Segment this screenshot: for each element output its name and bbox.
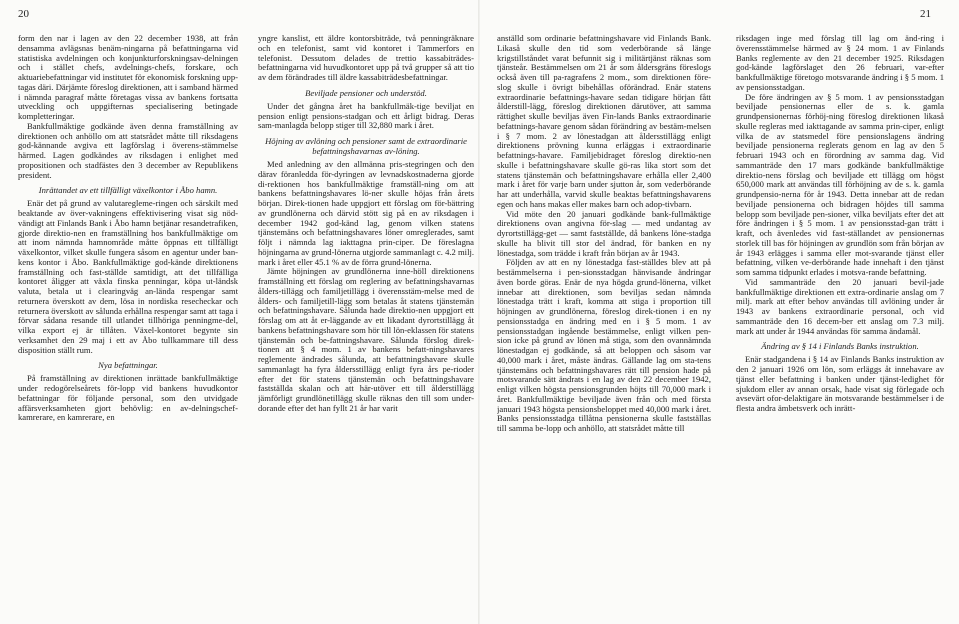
page-gutter	[478, 0, 480, 624]
section-heading: Ändring av § 14 i Finlands Banks instruktion.	[761, 341, 919, 352]
section-heading: Beviljade pensioner och understöd.	[305, 87, 427, 98]
section-heading: Höjning av avlöning och pensioner samt de extraordinarie befattningshavarnas av-löning.	[265, 136, 467, 156]
section-heading: Inrättandet av ett tillfälligt växelkontor i Åbo hamn.	[38, 185, 218, 196]
column-1	[18, 34, 238, 620]
paragraph: Enär det på grund av valutaregleme-ringen och särskilt med beaktande av över-vakningens effektivisering visat sig nöd-vändigt att Finlands Bank i Åbo hamn betjänar resandetrafiken, gjorde direktio-nen en framställning hos bankfullmäktige om att inom nämnda hamnområde måtte öppnas ett tillfälligt växelkontor, vilket skulle fungera såsom en agentur under ban-kens kontor i Åbo. Bankfullmäktige god-kände direktionens framställning och fast-ställde samtidigt, att det tillfälliga kontoret åligger att växla finska penningar, köpa ut-ländsk valuta, betala ut i clearingväg an-lända respengar samt returnera överskott av dem, lösa in nordiska resecheckar och returnera överskott av sålunda erhållna respengar samt att taga i förvar sådana resande till utlandet tillhöriga penningme-del, vilka export ej är tillåten. Växel-kontoret begynte sin verksamhet den 29 maj i ett av Åbo tullkammare till dess disposition ställt rum.	[18, 198, 238, 355]
paragraph: Bankfullmäktige godkände även denna framställning av direktionen och anhöllo om att statsrådet måtte till riksdagens god-kännande avgiva ett lagförslag i överens-stämmelse härmed. Lagen godkändes av riksdagen i enlighet med propositionen och stadfästes den 3 december av Republikens president.	[18, 120, 238, 180]
column-3	[497, 34, 711, 620]
paragraph: Vid sammanträde den 20 januari bevil-jade bankfullmäktige direktionen ett extra-ordinarie anslag om 7 milj. mark att efter behov användas till avlöning under år 1943 av bankens extraordinarie personal, och vid sammanträde den 16 decem-ber ett anslag om 7.3 milj. mark att under år 1944 användas för samma ändamål.	[736, 276, 944, 336]
paragraph: yngre kanslist, ett äldre kontorsbiträde, två penningräknare och en telefonist, samt vid kontoret i Tammerfors en telefonist. Dessutom delades de trettio kassabiträdes-befattningarna vid huvudkontoret upp på två grupper så att tio av dem förändrades till äldre kassabiträdesbefattningar.	[258, 34, 474, 82]
paragraph: Med anledning av den allmänna pris-stegringen och den därav föranledda för-dyringen av levnadskostnaderna gjorde di-rektionen hos bankfullmäktige framställ-ning om att bankens befattningshavares lö-ner skulle höjas från årets början. Direk-tionen hade uppgjort ett förslag om för-bättring av grundlönerna och därvid stött sig på en av riksdagen i december 1942 god-känd lag, genom vilken statens tjänstemäns och befattningshavares löner omreglerades, samt följt i nämnda lag iakttagna prin-ciper. De föreslagna höjningarna av grund-lönerna utgjorde sammanlagt c. 4.2 milj. mark i året eller 45.1 % av de förra grund-lönerna.	[258, 159, 474, 267]
page-number-right: 21	[920, 8, 931, 20]
paragraph: Följden av att en ny lönestadga fast-ställdes blev att på bestämmelserna i pen-sionsstadgan hänvisande ändringar även borde göras. Enär de nya högda grund-lönerna, vilket innebar att direktionen, som beviljas sedan nämnda lönestadga trätt i kraft, komma att stiga i proportion till höjningen av grundlönerna, föreslog direk-tionen i en ny pensionsstadga en ändring med en i § 5 mom. 1 av pensionsstadgan ingående bestämmelse, enligt vilken pen-sion icke på grund av lönen må stiga, som den ovannämnda lönestadgan ej godkände, så att beloppen och såsom var 40,000 mark i året, måste ändras. Gällande lag om sta-tens tjänstemäns och befattningshavares rätt till pension hade på motsvarande sätt ändrats i en lag av den 22 december 1942, enligt vilken högsta pensionsgrunden höjts till 70,000 mark i året. Bankfullmäktige beviljade även från och med första januari 1943 högsta pensionsbeloppet med 40,000 mark i året. Banks pensionsstadga tillåtna pensionerna skulle fastställas till samma be-lopp och anhöllo, att statsrådet måtte till	[497, 257, 711, 433]
column-2	[258, 34, 474, 620]
paragraph: anställd som ordinarie befattningshavare vid Finlands Bank. Likaså skulle den tid som vederbörande så länge krigstillståndet varat befunnit sig i militärtjänst räknas som tjänsteår. Bestämmelsen om 21 år som åldersgräns föreslogs också även till pa-ragrafens 2 mom., som direktionen före-slog skulle i övrigt bibehållas oförändrad. Enär statens extraordinarie befattnings-havare sedan tidigare hörjan fått ålderstill-lägg, föreslog direktionen därutöver, att samma rättighet skulle beviljas även Fin-lands Banks extraordinarie befattnings-havare genom sådan förändring av bestäm-melsen i § 7 mom. 2 av lönestadgan att åldersstillägg enligt direktionens prövning kunna erläggas i extraordinarie befattnings-havare. Familjebidraget föreslog direktio-nen skulle i befattningshavare skulle gö-ras lika stort som det statens tjänstemän och befattningshavare erhålla eller 2,400 mark i året för varje barn under sjutton år, som vederbörande har att underhålla, varvid skulle beaktas befattningshavarens egen och hans makas eller makes barn och adop-tivbarn.	[497, 34, 711, 209]
column-4	[736, 34, 944, 620]
paragraph: Enär stadgandena i § 14 av Finlands Banks instruktion av den 2 januari 1926 om lön, som erläggs åt innehavare av tjänst eller befattning i banken under tjänst-ledighet för sjukdom eller av annan orsak, hade visat sig förlegade och avsevärt ofor-delaktigare än motsvarande bestämmelser i de flesta andra ämbetsverk och inrätt-	[736, 354, 944, 413]
paragraph: form den nar i lagen av den 22 december 1938, att från densamma avlägsnas benäm-ningarna på befattningarna vid statistiska avdelningen och konjunkturforskningsav-delningen och i stället chefs, avdelnings-chefs, forskare, och aktuariebefattningar vid institutet för ekonomisk forskning upp-tagas däri. Därjämte föreslog direktionen, att i samband härmed i nämnda paragraf måtte företagas vissa av bankens fortsatta utveckling och uppgifternas specialisering betingade kompletteringar.	[18, 34, 238, 121]
section-heading: Nya befattningar.	[98, 360, 158, 371]
paragraph: Jämte höjningen av grundlönerna inne-höll direktionens framställning ett förslag om reglering av befattningshavarnas ålders-tillägg och familjetillägg i överensstäm-melse med de ålders- och familjetill-lägg som betalas åt statens tjänstemän och befattningshavare. Sålunda hade direktio-nen uppgjort ett förslag om att åt er-läggande av ett likadant dyrortstillägg åt bankens befattningshavare som hör till lön-eklassen för statens tjänstemän och be-fattningshavare. Sålunda förslog direk-tionen att § 4 mom. 1 av bankens befatt-ningshavares reglemente ändrades sålunda, att befattningshavare skulle sammanlagt ha fyra åldersstillägg enligt fyra års pe-rioder efter det för statens tjänstemän och befattningshavare fastställda skalan och att här-utöver ett till ålderstillägg jämförligt grundlönetillägg skulle räknas den till som under-dorande efter det han fyllt 21 år har varit	[258, 266, 474, 413]
paragraph: Under det gångna året ha bankfullmäk-tige beviljat en pension enligt pensions-stadgan och ett årligt bidrag. Deras sam-manlagda belopp stiger till 32,880 mark i året.	[258, 100, 474, 131]
page-number-left: 20	[18, 8, 29, 20]
paragraph: Vid möte den 20 januari godkände bank-fullmäktige direktionens ovan angivna för-slag — med undantag av dyrortstillägg-get — samt fastställde, då bankens löne-stadga skulle ha blivit till stor del ändrad, för banken en ny lönestadga, som trädde i kraft från början av år 1943.	[497, 208, 711, 258]
paragraph: riksdagen inge med förslag till lag om änd-ring i överensstämmelse härmed av § 24 mom. 1 av Finlands Banks reglemente av den 21 december 1925. Riksdagen god-kände lagförslaget den 26 februari, var-efter bankfullmäktige företogo motsvarande ändring i § 5 mom. 1 av pensionsstadgan.	[736, 34, 944, 92]
paragraph: De före ändringen av § 5 mom. 1 av pensionsstadgan beviljade pensionernas eller de s. k. gamla grundpensionernas förhöj-ning föreslog direktionen likaså skulle regleras med iakttagande av samma prin-ciper, enligt vilka de av statsmedel före pensionslagens ändring beviljade pensionerna reglerats genom en lag av den 5 februari 1943 och en förordning av samma dag. Vid sammanträde den 17 mars godkände bankfullmäktige direktio-nens förslag och beviljade ett tillägg om högst 650,000 mark att användas till förhöjning av de s. k. gamla grundpensio-nerna för år 1943. Detta innebar att de redan beviljade pensionerna och bidragen höjdes till samma belopp som beviljade pen-sioner, vilka beviljats efter det att före ändringen i § 5 mom. 1 av pensionsstad-gan trätt i kraft, och ävenledes vid fast-ställandet av pensionernas storlek till bas för höjningen av grundlön som från början av år 1943 erlägges i samma eller mot-svarande tjänst eller befattning, vilken ve-derbörande hade innehaft i den tjänst som samma tidpunkt erlades i motsva-rande befattning.	[736, 91, 944, 277]
paragraph: På framställning av direktionen inrättade bankfullmäktige under redogörelseårets för-lopp vid bankens huvudkontor befattningar för följande personal, som den utvidgade affärsverksamheten gjort behövlig: en av-delningschef-kamrerare, en kamrerare, en	[18, 373, 238, 423]
